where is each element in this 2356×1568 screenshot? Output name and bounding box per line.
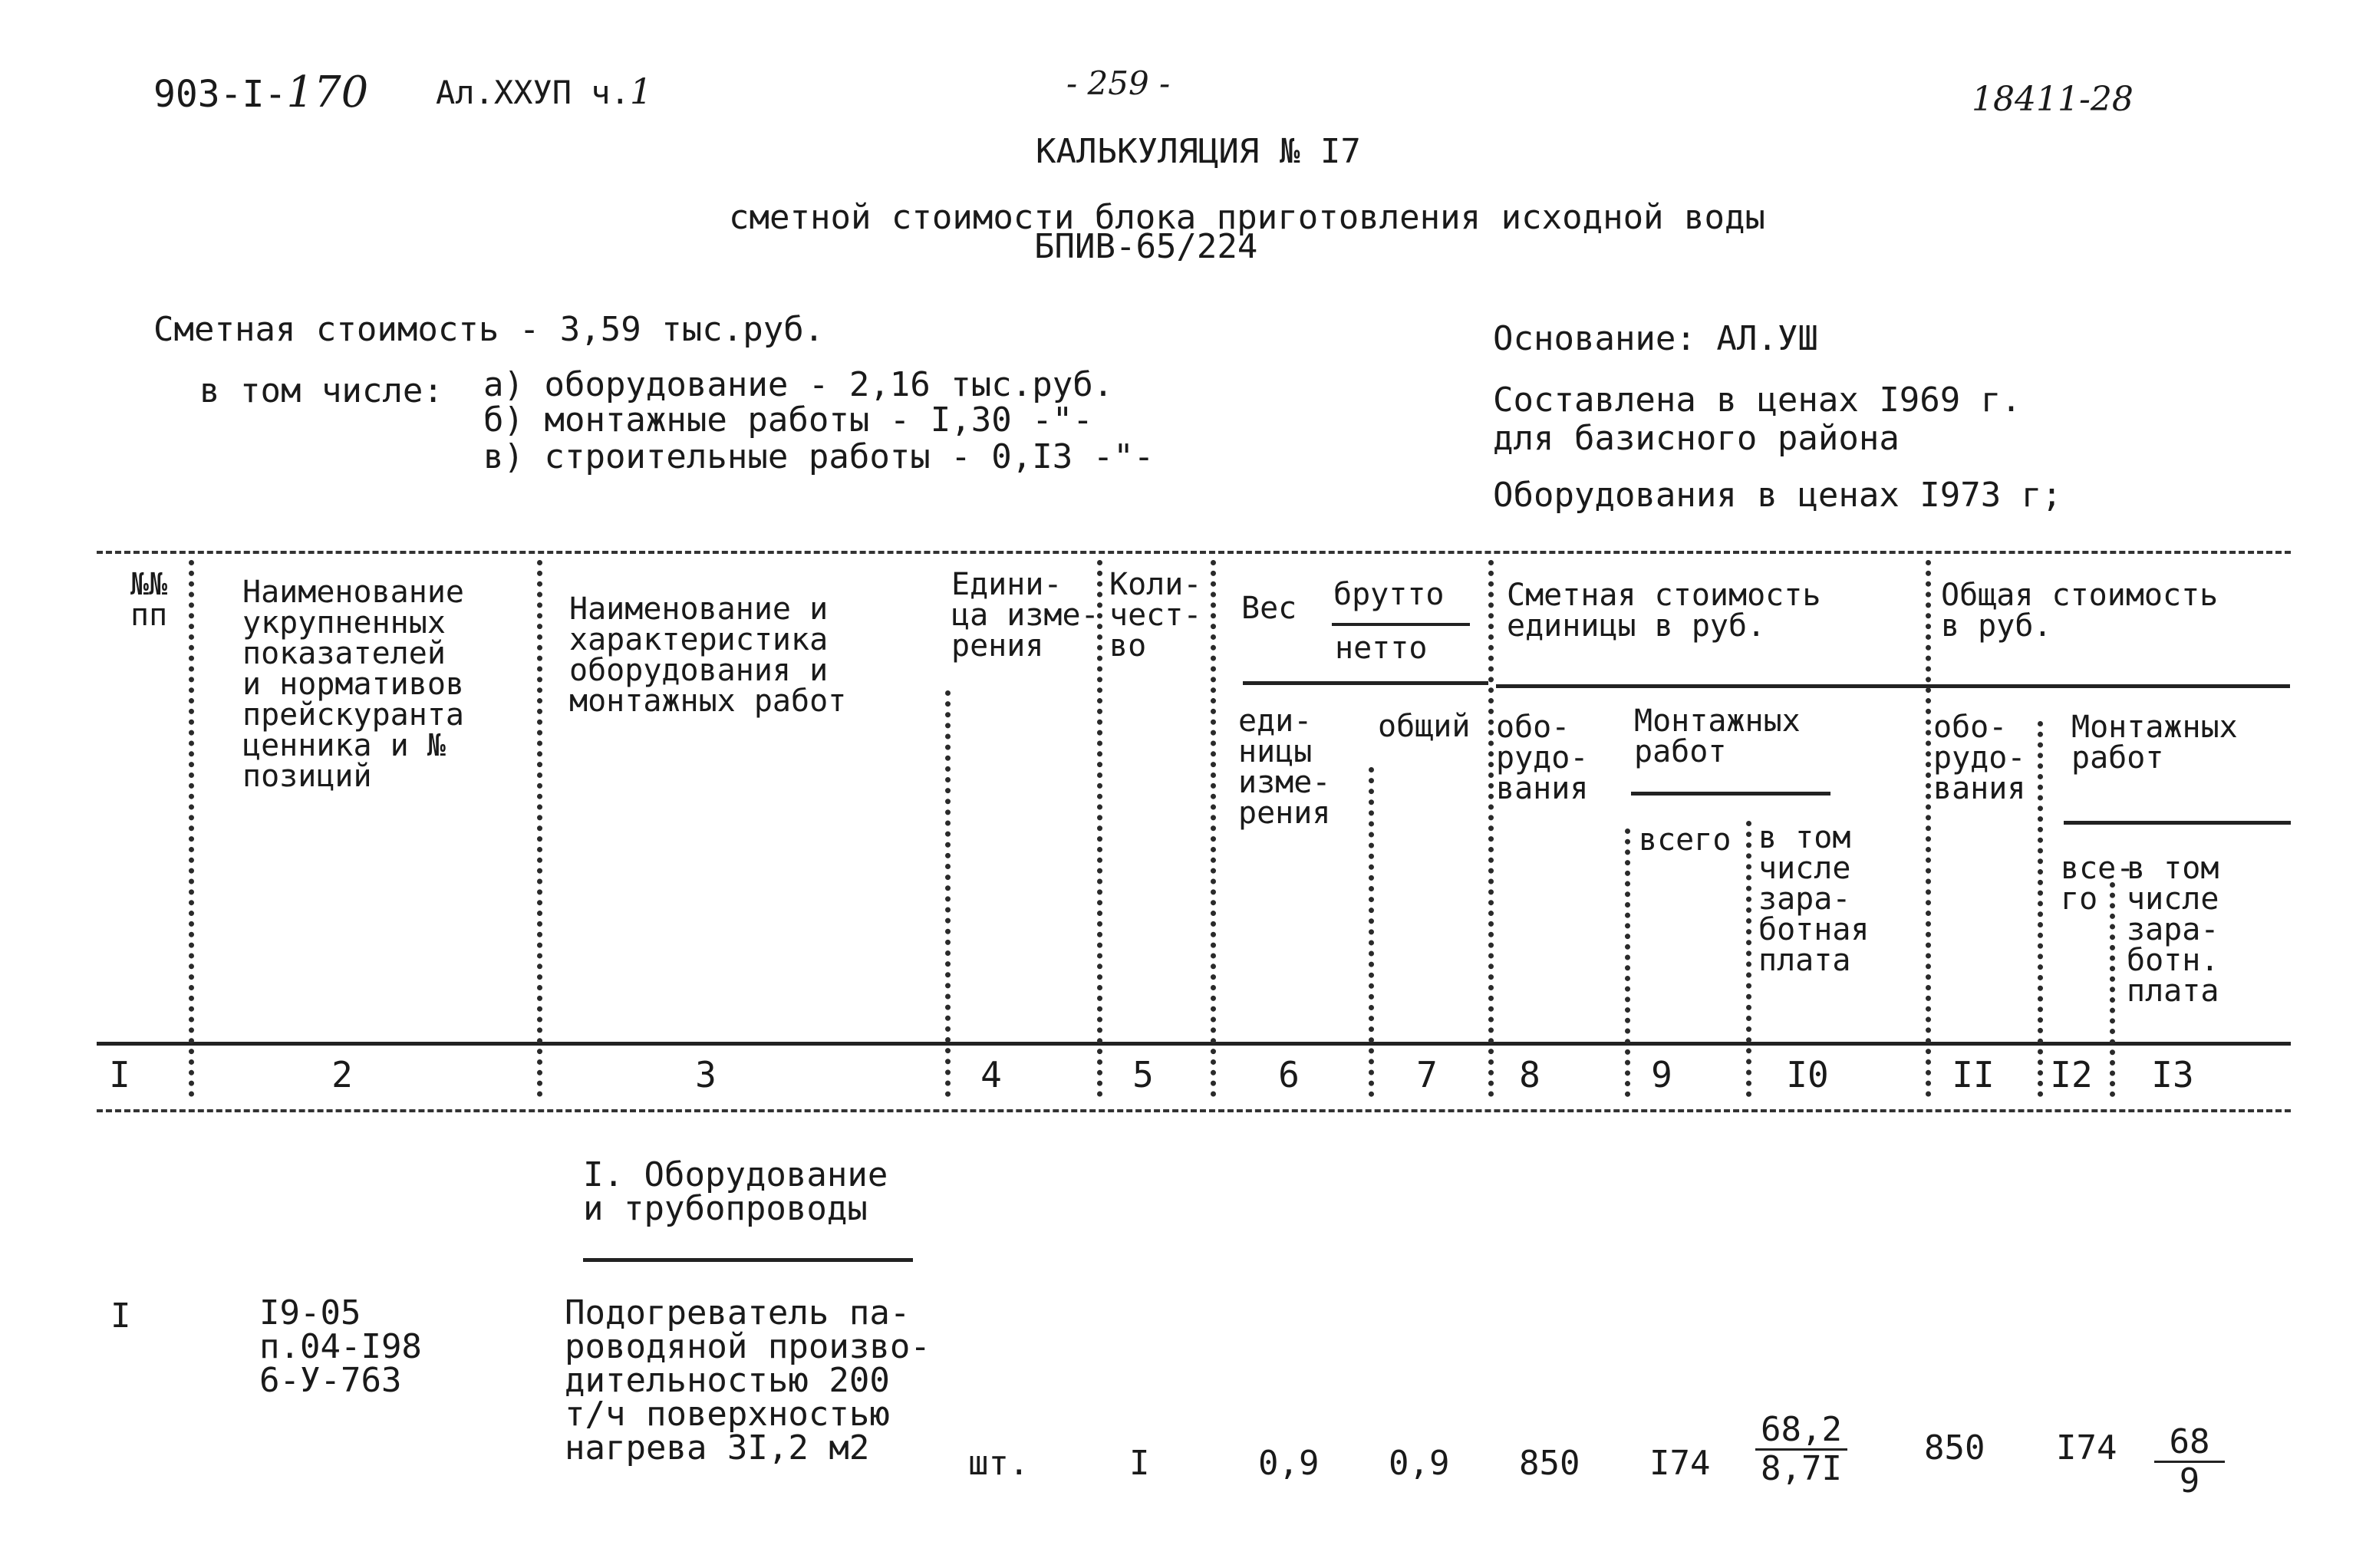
brutto-netto-rule [1332,623,1470,626]
cost-item-equipment: а) оборудование - 2,16 тыс.руб. [483,365,1114,404]
column-number-7: 7 [1416,1054,1438,1095]
album-reference-printed: Ал.ХХУП ч. [436,74,630,111]
header-col5: Коли- чест- во [1109,567,1202,664]
header-col13: в том числе зара- ботн. плата [2127,851,2219,1009]
total-cost: Сметная стоимость - 3,59 тыс.руб. [153,310,825,349]
header-col3: Наименование и характеристика оборудования и монтажных работ [569,591,847,719]
section-title: I. Оборудование и трубопроводы [583,1155,888,1228]
col-sep-10 [1926,560,1931,1097]
column-number-5: 5 [1132,1054,1154,1095]
row-1-total-mounting-wage-top: 68 [2169,1422,2210,1461]
document-title: КАЛЬКУЛЯЦИЯ № I7 [1036,132,1361,171]
basis-line: Основание: АЛ.УШ [1493,319,1818,358]
row-1-unit-mounting-wage-top: 68,2 [1761,1410,1842,1449]
header-unit-mont-group: Монтажных работ [1634,703,1801,769]
section-title-underline [583,1258,913,1262]
archive-number: 18411-28 [1972,80,2134,119]
row-1-number: I [110,1296,131,1336]
column-number-12: I2 [2050,1054,2093,1095]
price-year-line: Составлена в ценах I969 г. [1493,380,2022,420]
table-top-rule [97,551,2291,554]
total-cost-group-rule [1929,684,2290,688]
column-number-9: 9 [1651,1054,1672,1095]
project-code-handwritten: 170 [286,68,369,117]
row-1-total-mounting-wage [2153,1424,2226,1500]
column-number-2: 2 [331,1054,353,1095]
row-1-unit-mounting-total: I74 [1649,1444,1711,1483]
col-sep-9 [1746,821,1751,1097]
project-code-printed: 903-I- [153,73,287,116]
col-sep-5 [1211,560,1216,1097]
cost-item-mounting: б) монтажные работы - I,30 -"- [483,400,1093,440]
col-sep-11 [2038,721,2043,1097]
header-unit-cost-group: Сметная стоимость единицы в руб. [1507,578,1821,644]
column-number-13: I3 [2151,1054,2194,1095]
weight-group-rule [1243,681,1488,685]
header-weight-netto: нетто [1335,631,1428,666]
row-1-total-mounting: I74 [2056,1428,2117,1468]
header-col11: обо- рудо- вания [1933,710,2026,806]
unit-mont-group-rule [1631,792,1830,796]
cost-item-construction: в) строительные работы - 0,I3 -"- [483,437,1155,476]
unit-cost-group-rule [1496,684,1929,688]
col-sep-7 [1488,560,1494,1097]
row-1-unit-mounting-wage-bottom: 8,7I [1761,1449,1842,1489]
row-1-weight-unit: 0,9 [1258,1444,1320,1483]
col-sep-3 [945,690,951,1097]
page-number: - 259 - [1066,64,1171,102]
row-1-unit: шт. [968,1444,1030,1483]
project-code [153,68,368,117]
col-sep-6 [1369,767,1374,1097]
column-number-8: 8 [1519,1054,1540,1095]
row-1-description: Подогреватель па- роводяной произво- дительностью 200 т/ч поверхностью нагрева 3I,2 м2 [565,1293,931,1468]
row-1-total-equipment-cost: 850 [1924,1428,1985,1468]
header-col12: все- го [2061,851,2135,917]
header-weight-prefix: Вес [1241,591,1297,626]
album-reference-handwritten: 1 [629,71,653,112]
header-col9: всего [1639,822,1732,858]
header-col2: Наименование укрупненных показателей и нормативов прейскуранта ценника и № позиций [242,575,464,794]
header-col8: обо- рудо- вания [1496,710,1589,806]
row-1-quantity: I [1129,1444,1150,1483]
table-header-bottom-rule [97,1042,2291,1046]
document-subtitle-line1: сметной стоимости блока приготовления исходной воды [729,198,1766,237]
column-number-10: I0 [1786,1054,1829,1095]
header-weight-brutto: брутто [1333,577,1445,612]
row-1-weight-total: 0,9 [1389,1444,1450,1483]
header-col4: Едини- ца изме- рения [951,567,1099,664]
column-number-4: 4 [980,1054,1002,1095]
column-number-3: 3 [695,1054,717,1095]
column-number-6: 6 [1278,1054,1300,1095]
row-1-norm-reference: I9-05 п.04-I98 6-У-763 [259,1293,422,1400]
document-subtitle-line2: БПИВ-65/224 [1034,227,1258,266]
total-mont-group-rule [2064,821,2291,825]
column-number-11: II [1952,1054,1995,1095]
header-total-mont-group: Монтажных работ [2071,710,2238,776]
row-1-unit-equipment-cost: 850 [1519,1444,1580,1483]
column-numbers-bottom-rule [97,1109,2291,1112]
col-sep-1 [189,560,194,1097]
row-1-total-mounting-wage-bottom: 9 [2179,1461,2200,1501]
base-region-line: для базисного района [1493,419,1900,458]
column-number-1: I [109,1054,130,1095]
row-1-unit-mounting-wage [1754,1412,1849,1488]
col-sep-2 [537,560,542,1097]
header-col6: еди- ницы изме- рения [1238,703,1331,831]
equipment-prices-line: Оборудования в ценах I973 г; [1493,476,2062,515]
header-col10: в том числе зара- ботная плата [1758,820,1870,978]
header-total-cost-group: Общая стоимость в руб. [1941,578,2219,644]
header-col7: общий [1378,709,1471,744]
header-col1: №№ пп [130,567,168,633]
album-reference [436,71,652,112]
including-label: в том числе: [199,371,443,410]
